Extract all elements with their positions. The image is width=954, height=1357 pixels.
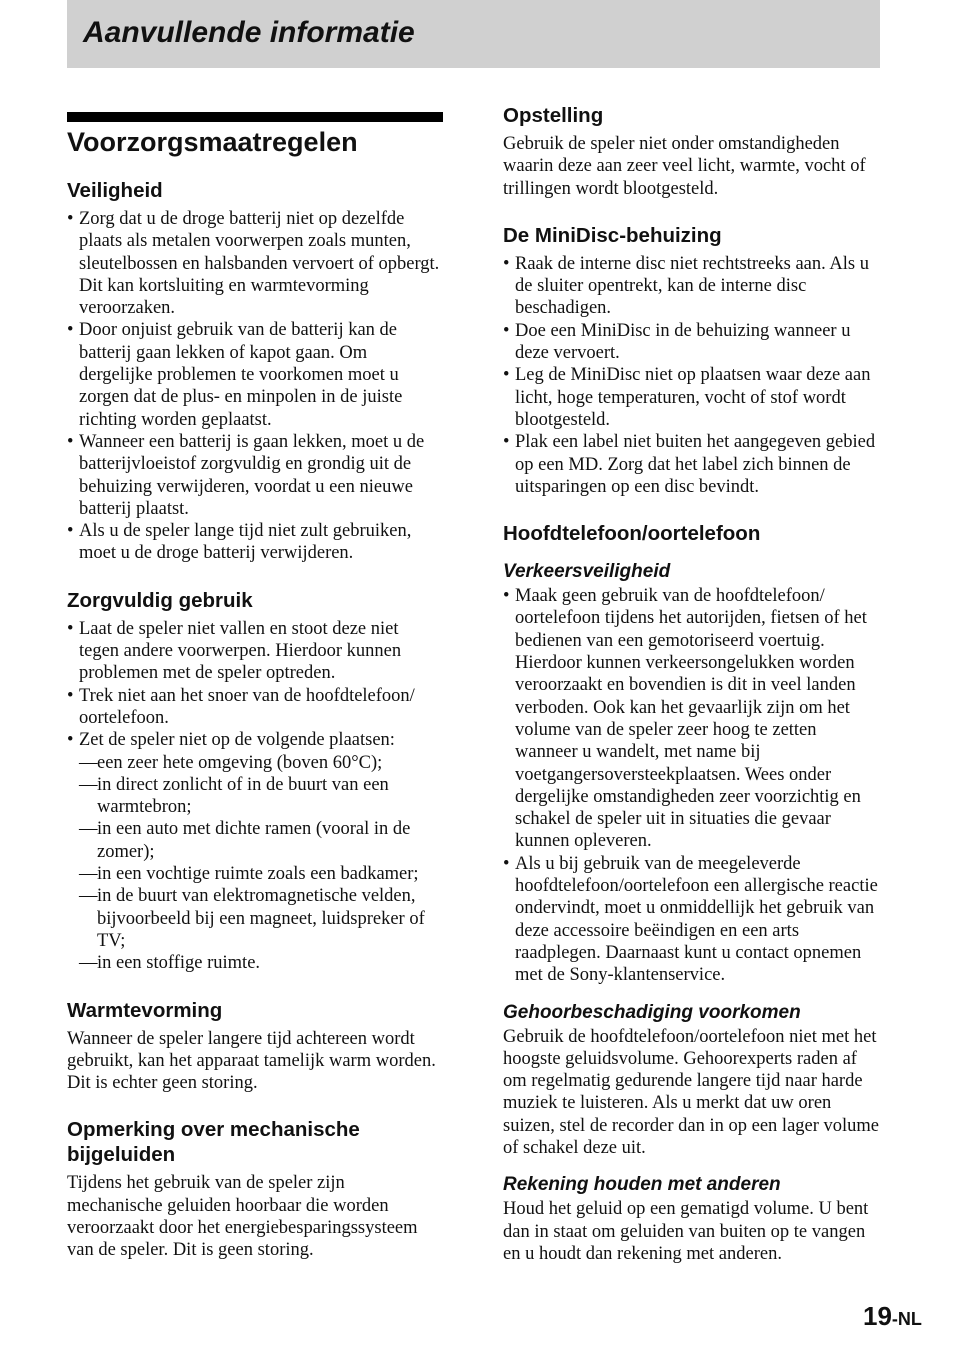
dash-item: — in een stoffige ruimte. <box>79 953 261 974</box>
dash-item: — een zeer hete omgeving (boven 60°C); <box>79 752 383 773</box>
list-item: • Als u de speler lange tijd niet zult gebruiken, moet u de droge batterij verwijderen. <box>67 521 412 564</box>
heading-zorgvuldig-gebruik: Zorgvuldig gebruik <box>67 588 253 612</box>
dash-icon: — <box>79 752 98 773</box>
heading-hoofdtelefoon: Hoofdtelefoon/oortelefoon <box>503 522 761 546</box>
left-flow <box>67 178 443 1262</box>
list-item: • Laat de speler niet vallen en stoot deze niet tegen andere voorwerpen. Hierdoor kunnen problemen met de speler optreden. <box>67 618 402 684</box>
dash-item: — in een vochtige ruimte zoals een badkamer; <box>79 864 419 885</box>
dash-item: — in de buurt van elektromagnetische velden, bijvoorbeeld bij een magneet, luidspreker of TV; <box>79 886 425 951</box>
list-item: • Wanneer een batterij is gaan lekken, moet u de batterijvloeistof zorgvuldig en grondig uit de behuizing verwijderen, voordat u een nieuwe batterij plaatst. <box>67 431 425 519</box>
paragraph-rekening-houden: Houd het geluid op een gematigd volume. U bent dan in staat om geluiden van buiten op te vangen en u houdt dan rekening met anderen. <box>503 1199 869 1264</box>
paragraph-gehoorbeschadiging: Gebruik de hoofdtelefoon/oortelefoon niet met het hoogste geluidsvolume. Gehoorexperts raden af om regelmatig gedurende langere tijd naar harde muziek te luisteren. Als u merkt dat uw oren suizen, stel de recorder dan in op een lager volume of schakel deze uit. <box>503 1026 880 1158</box>
list-item: • Doe een MiniDisc in de behuizing wanneer u deze vervoert. <box>503 320 851 364</box>
bullet-icon: • <box>503 853 510 874</box>
bullet-icon: • <box>503 365 510 386</box>
list-item: • Raak de interne disc niet rechtstreeks aan. Als u de sluiter opentrekt, kan de interne disc beschadigen. <box>503 253 869 319</box>
dash-icon: — <box>79 886 98 907</box>
subheading-rekening-houden: Rekening houden met anderen <box>503 1174 781 1196</box>
heading-warmtevorming: Warmtevorming <box>67 998 223 1022</box>
paragraph-warmtevorming: Wanneer de speler langere tijd achtereen wordt gebruikt, kan het apparaat tamelijk warm worden. Dit is echter geen storing. <box>67 1028 436 1094</box>
dash-icon: — <box>79 774 98 795</box>
section-header-title: Aanvullende informatie <box>83 16 415 49</box>
paragraph-opmerking: Tijdens het gebruik van de speler zijn mechanische geluiden hoorbaar die worden veroorzaakt door het energiebesparingssysteem van de speler. Dit is geen storing. <box>67 1173 418 1261</box>
bullet-icon: • <box>67 320 74 341</box>
heading-opmerking: Opmerking over mechanische bijgeluiden <box>67 1118 360 1167</box>
paragraph-opstelling: Gebruik de speler niet onder omstandigheden waarin deze aan zeer veel licht, warmte, vocht of trillingen wordt blootgesteld. <box>503 134 866 199</box>
subheading-gehoorbeschadiging: Gehoorbeschadiging voorkomen <box>503 1001 801 1023</box>
bullet-icon: • <box>67 521 74 542</box>
bullet-icon: • <box>503 253 510 274</box>
bullet-icon: • <box>67 618 74 639</box>
list-item: • Leg de MiniDisc niet op plaatsen waar deze aan licht, hoge temperaturen, vocht of stof wordt blootgesteld. <box>503 365 871 430</box>
bullet-icon: • <box>67 431 74 452</box>
page-number <box>863 1303 922 1329</box>
dash-icon: — <box>79 953 98 974</box>
list-item: • Door onjuist gebruik van de batterij kan de batterij gaan lekken of kapot gaan. Om dergelijke problemen te voorkomen moet u zorgen dat de plus- en minpolen in de juiste richting worden geplaatst. <box>67 320 403 430</box>
dash-icon: — <box>79 864 98 885</box>
bullet-icon: • <box>503 586 510 607</box>
list-item: • Zet de speler niet op de volgende plaatsen: <box>67 730 395 751</box>
heading-minidisc-behuizing: De MiniDisc-behuizing <box>503 223 722 247</box>
header-band <box>67 0 880 68</box>
list-veiligheid <box>67 208 443 565</box>
dash-icon: — <box>79 819 98 840</box>
heading-veiligheid: Veiligheid <box>67 179 163 202</box>
title-rule <box>67 112 443 122</box>
list-minidisc-behuizing <box>503 253 880 498</box>
bullet-icon: • <box>67 730 74 751</box>
list-item: • Plak een label niet buiten het aangegeven gebied op een MD. Zorg dat het label zich binnen de uitsparingen op een disc bevindt. <box>503 432 876 497</box>
bullet-icon: • <box>67 685 74 706</box>
list-item: • Als u bij gebruik van de meegeleverde hoofdtelefoon/oortelefoon een allergische reactie ondervindt, moet u onmiddellijk het gebruik van deze accessoire beëindigen en een arts raadplegen. Daarnaast kunt u contact opnemen met de Sony-klantenservice. <box>503 853 878 986</box>
bullet-icon: • <box>503 320 510 341</box>
subheading-verkeersveiligheid: Verkeersveiligheid <box>503 561 671 583</box>
bullet-icon: • <box>503 432 510 453</box>
list-item: • Trek niet aan het snoer van de hoofdtelefoon/ oortelefoon. <box>67 685 415 728</box>
page-number-value: 19 <box>863 1301 892 1331</box>
bullet-icon: • <box>67 209 74 229</box>
page-number-suffix: -NL <box>891 1309 922 1329</box>
dash-item: — in direct zonlicht of in de buurt van een warmtebron; <box>79 774 389 818</box>
list-item: • Zorg dat u de droge batterij niet op dezelfde plaats als metalen voorwerpen zoals munten, sleutelbossen en halsbanden vervoert of opbergt. Dit kan kortsluiting en warmtevorming veroorzaken. <box>67 209 440 319</box>
page-title: Voorzorgsmaatregelen <box>67 127 358 157</box>
list-item: • Maak geen gebruik van de hoofdtelefoon/ oortelefoon tijdens het autorijden, fietsen of het bedienen van een gemotoriseerd voertuig. Hierdoor kunnen verkeersongelukken worden veroorzaakt en bovendien is dit in veel landen verboden. Ook kan het gevaarlijk zijn om het volume van de speler zeer hoog te zetten wanneer u wandelt, met name bij voetgangersoversteekplaatsen. Wees onder dergelijke omstandigheden zeer voorzichtig en schakel de speler uit in situaties die gevaar kunnen opleveren. <box>503 586 867 852</box>
right-flow <box>503 103 880 1265</box>
dash-item: — in een auto met dichte ramen (vooral in de zomer); <box>79 819 411 862</box>
list-zorgvuldig-gebruik <box>67 618 443 752</box>
list-verkeersveiligheid <box>503 585 880 986</box>
heading-opstelling: Opstelling <box>503 104 604 127</box>
